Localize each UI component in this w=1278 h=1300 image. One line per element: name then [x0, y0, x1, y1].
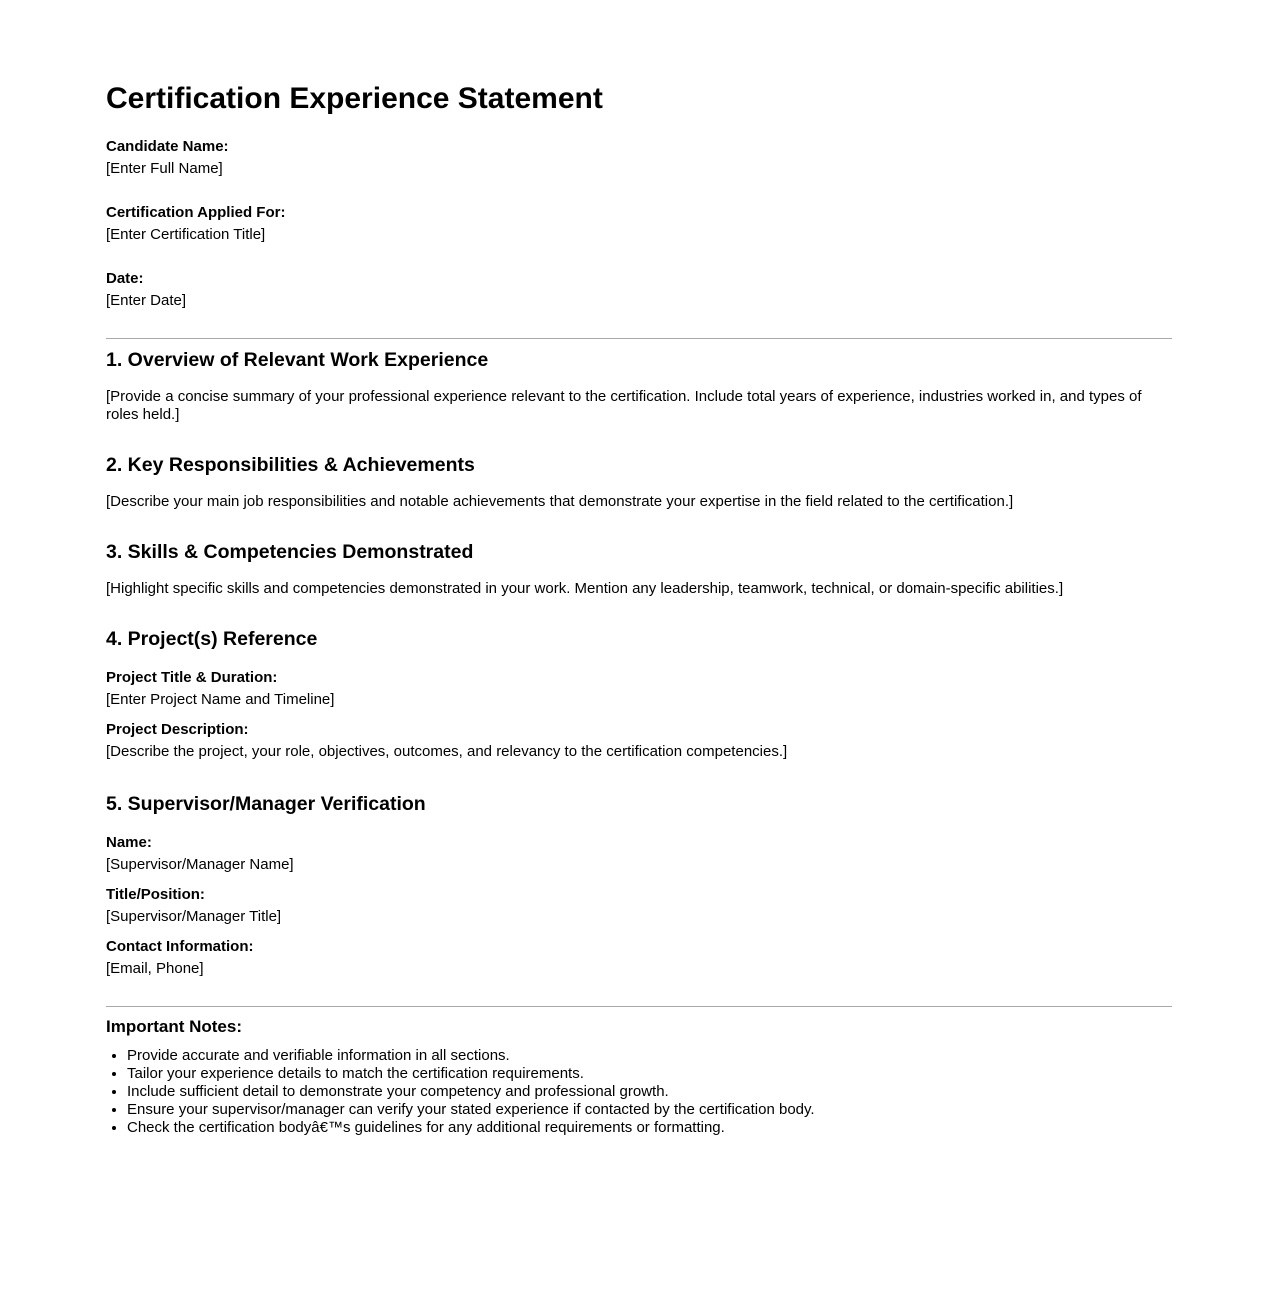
field-candidate-name [106, 136, 1172, 180]
page-title: Certification Experience Statement [106, 82, 603, 115]
note-item: • Ensure your supervisor/manager can verify your stated experience if contacted by the certification body. [127, 1101, 1172, 1119]
field-supervisor-contact [106, 936, 1172, 980]
field-label: Title/Position: [106, 886, 205, 903]
field-value: [Describe the project, your role, objectives, outcomes, and relevancy to the certification competencies.] [106, 743, 788, 760]
note-item: • Provide accurate and verifiable information in all sections. [127, 1047, 1172, 1065]
section-divider [106, 1006, 1172, 1007]
note-item: • Check the certification bodyâ€™s guidelines for any additional requirements or formatting. [127, 1119, 1172, 1137]
field-label: Project Description: [106, 721, 249, 738]
field-value: [Supervisor/Manager Title] [106, 908, 282, 925]
section-divider [106, 338, 1172, 339]
field-value: [Email, Phone] [106, 960, 204, 977]
note-item: • Include sufficient detail to demonstrate your competency and professional growth. [127, 1083, 1172, 1101]
field-label: Candidate Name: [106, 138, 229, 155]
field-value: [Enter Full Name] [106, 160, 223, 177]
note-item: • Tailor your experience details to match the certification requirements. [127, 1065, 1172, 1083]
section-heading-responsibilities: 2. Key Responsibilities & Achievements [106, 454, 475, 476]
section-heading-overview: 1. Overview of Relevant Work Experience [106, 349, 489, 371]
field-supervisor-name [106, 832, 1172, 876]
section-heading-projects: 4. Project(s) Reference [106, 628, 318, 650]
field-label: Name: [106, 834, 152, 851]
field-value: [Enter Certification Title] [106, 226, 266, 243]
field-label: Date: [106, 270, 144, 287]
section-paragraph-skills: [Highlight specific skills and competencies demonstrated in your work. Mention any leadership, teamwork, technical, or domain-specific abilities.] [106, 580, 1064, 597]
notes-heading: Important Notes: [106, 1017, 242, 1036]
field-date [106, 268, 1172, 312]
field-label: Project Title & Duration: [106, 669, 278, 686]
section-paragraph-overview: [Provide a concise summary of your professional experience relevant to the certification. Include total years of experience, industries worked in, and types of roles held.] [106, 388, 1142, 423]
section-heading-verification: 5. Supervisor/Manager Verification [106, 793, 426, 815]
field-value: [Supervisor/Manager Name] [106, 856, 294, 873]
field-certification-applied-for [106, 202, 1172, 246]
section-heading-skills: 3. Skills & Competencies Demonstrated [106, 541, 474, 563]
notes-list [106, 1047, 1172, 1137]
field-value: [Enter Date] [106, 292, 187, 309]
field-label: Certification Applied For: [106, 204, 286, 221]
field-project-description [106, 719, 1172, 763]
field-value: [Enter Project Name and Timeline] [106, 691, 335, 708]
field-label: Contact Information: [106, 938, 254, 955]
section-paragraph-responsibilities: [Describe your main job responsibilities and notable achievements that demonstrate your expertise in the field related to the certification.] [106, 493, 1014, 510]
field-supervisor-title [106, 884, 1172, 928]
field-project-title-duration [106, 667, 1172, 711]
